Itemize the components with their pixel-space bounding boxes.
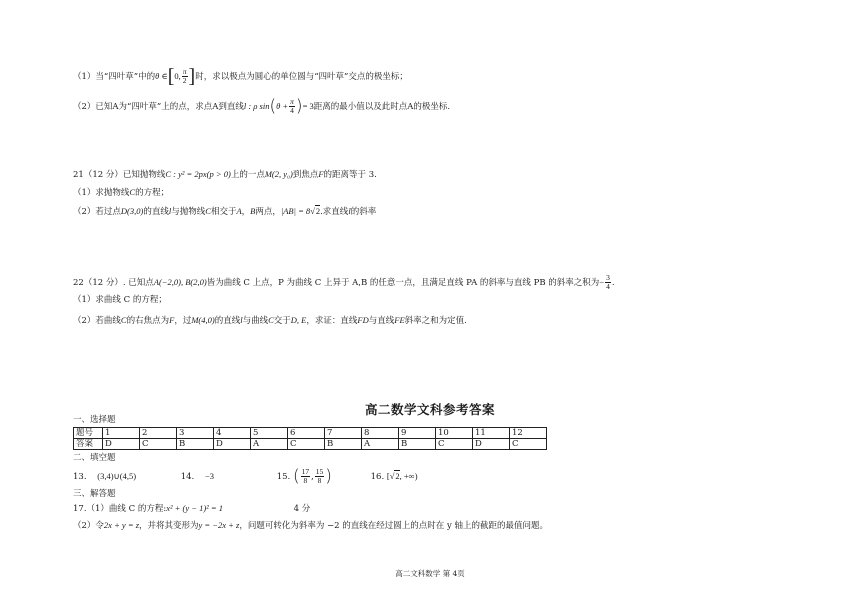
answer-title: 高二数学文科参考答案	[364, 402, 495, 417]
answer-15-x: $\frac{17}{8}$	[301, 467, 310, 485]
answer-15-y: $\frac{15}{8}$	[315, 467, 324, 485]
q20-part2: （2）已知A为“四叶草”上的点，求点A到直线l : ρ sin(θ + $\frac{\pi}{4}$ )= 3距离的最小值以及此时点A的极坐标.	[73, 96, 451, 117]
question-number-cell: 8	[362, 428, 399, 439]
sol17-part2: （2）令2x + y = z，并将其变形为y = −2x + z，问题可转化为斜率为 −2 的直线在经过圆上的点时在 y 轴上的截距的最值问题。	[73, 520, 548, 531]
question-number-cell: 2	[140, 428, 177, 439]
answer-cell: C	[140, 439, 177, 450]
answer-cell: D	[214, 439, 251, 450]
pi-over-2: $\frac{\pi}{2}$	[182, 67, 187, 85]
score-label: 4 分	[293, 504, 311, 514]
three-quarters: $\frac{3}{4}$	[606, 273, 610, 291]
question-number-cell: 5	[251, 428, 288, 439]
question-number-cell: 7	[325, 428, 362, 439]
q22-part2: （2）若曲线C的右焦点为F，过M(4,0)的直线l与曲线C交于D, E，求证：直线FD与直线FE斜率之和为定值.	[73, 315, 467, 326]
answer-13: (3,4)∪(4,5)	[97, 471, 137, 481]
question-number-cell: 1	[103, 428, 140, 439]
section-fill: 二、填空题	[73, 453, 116, 463]
answer-table	[73, 427, 547, 450]
answer-cell: D	[473, 439, 510, 450]
answer-cell: B	[399, 439, 436, 450]
answer-cell: B	[177, 439, 214, 450]
pi-over-4: $\frac{\pi}{4}$	[290, 97, 294, 115]
q21-part1: （1）求抛物线C的方程；	[73, 187, 170, 198]
answer-cell: C	[288, 439, 325, 450]
question-number-cell: 3	[177, 428, 214, 439]
page-footer: 高二文科数学 第 4页	[395, 569, 465, 578]
sol17-part1: 17.（1）曲线 C 的方程:x² + (y − 1)² = 1 4 分	[73, 503, 311, 514]
table-row-numbers	[74, 428, 547, 439]
answer-16: [√2, +∞)	[386, 471, 418, 481]
question-number-cell: 10	[436, 428, 473, 439]
answer-14: −3	[204, 471, 215, 481]
question-number-cell: 6	[288, 428, 325, 439]
question-number-cell: 12	[510, 428, 547, 439]
q20-part1: （1）当“四叶草”中的θ ∈[0, $\frac{\pi}{2}$ ]时，求以极点为圆心的单位圆与“四叶草”交点的极坐标；	[73, 65, 408, 88]
section-solution: 三、解答题	[73, 489, 116, 499]
answer-cell: A	[251, 439, 288, 450]
answer-cell: B	[325, 439, 362, 450]
question-number-cell: 9	[399, 428, 436, 439]
row-head-answer: 答案	[74, 439, 103, 450]
q22-head: 22（12 分）. 已知点A(−2,0), B(2,0)皆为曲线 C 上点，P 为曲线 C 上异于 A,B 的任意一点，且满足直线 PA 的斜率与直线 PB 的斜率之积为− $\frac{3}{4}$ .	[73, 273, 615, 291]
answer-cell: D	[103, 439, 140, 450]
answer-cell: C	[436, 439, 473, 450]
section-choice: 一、选择题	[73, 415, 116, 425]
table-row-answers	[74, 439, 547, 450]
q21-part2: （2）若过点D(3,0)的直线l与抛物线C相交于A，B两点，|AB| = 8√2.求直线l的斜率	[73, 206, 377, 217]
question-number-cell: 11	[473, 428, 510, 439]
answer-cell: C	[510, 439, 547, 450]
q22-part1: （1）求曲线 C 的方程；	[73, 295, 167, 305]
fill-answers: 13. (3,4)∪(4,5) 14. −3 15. ( $\frac{17}{8}$ , $\frac{15}{8}$ ) 16. [√2, +∞)	[73, 466, 418, 487]
theta-expr: θ ∈	[155, 71, 168, 81]
question-number-cell: 4	[214, 428, 251, 439]
row-head-number: 题号	[74, 428, 103, 439]
q21-head: 21（12 分）已知抛物线C : y² = 2px(p > 0)上的一点M(2, y₀)到焦点F的距离等于 3.	[73, 169, 377, 180]
answer-cell: A	[362, 439, 399, 450]
